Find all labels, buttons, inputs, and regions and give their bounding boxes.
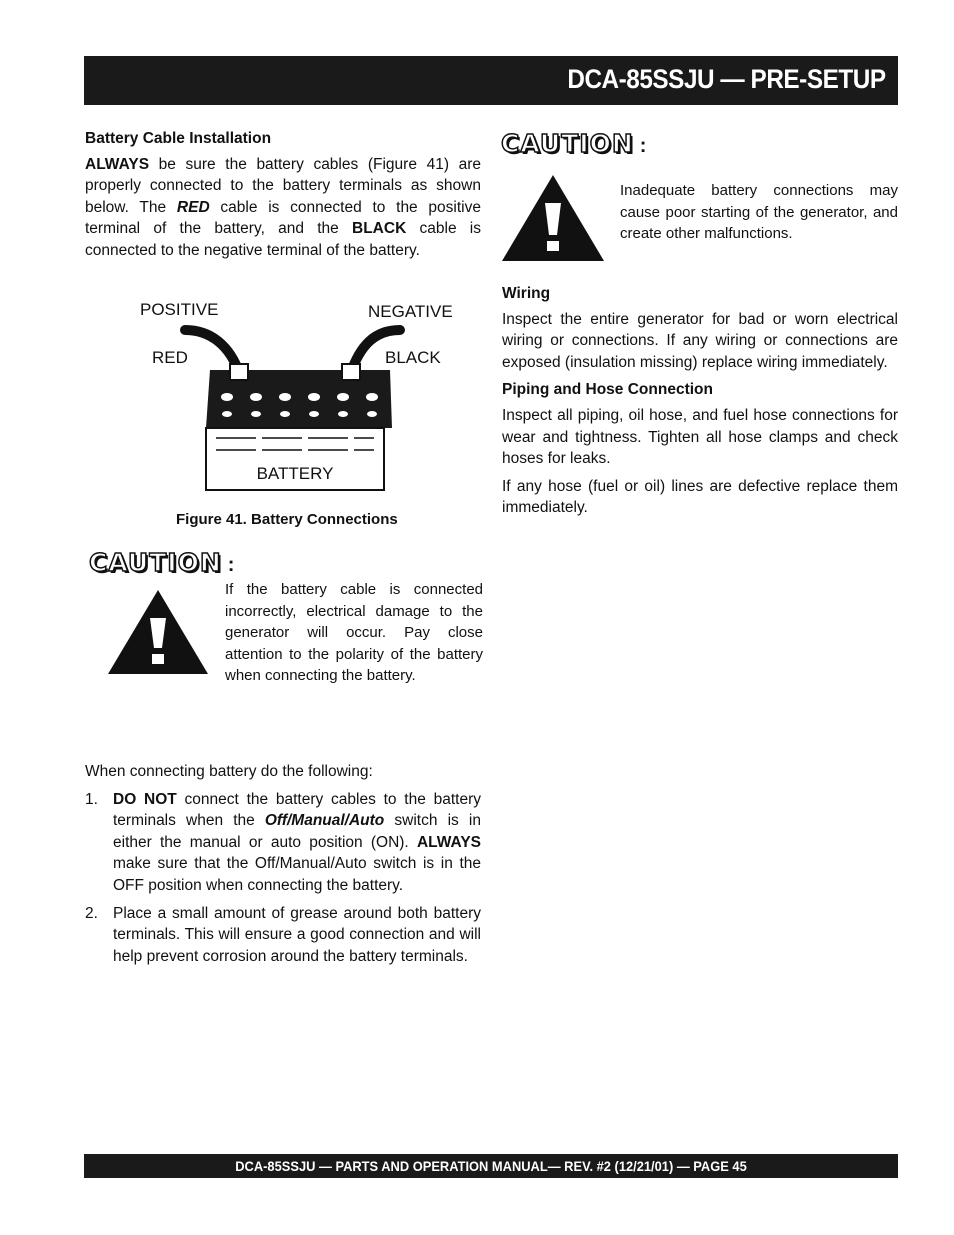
right-caution-text: Inadequate battery connections may cause poor starting of the generator, and create other malfunctions. — [620, 182, 898, 243]
page-footer-text: DCA-85SSJU — PARTS AND OPERATION MANUAL— REV. #2 (12/21/01) — PAGE 45 — [235, 1158, 747, 1174]
black-emphasis: BLACK — [352, 220, 407, 238]
left-caution-text: If the battery cable is connected incorrectly, electrical damage to the generator will occur. Pay close attention to the polarity of the battery when connecting the battery. — [225, 581, 483, 685]
right-caution-heading: CAUTION : — [501, 129, 647, 158]
positive-terminal — [230, 364, 248, 380]
piping-text: Inspect all piping, oil hose, and fuel hose connections for wear and tightness. Tighten all hose clamps and check hoses for leaks. — [502, 406, 898, 468]
negative-terminal — [342, 364, 360, 380]
figure-label-battery: BATTERY — [256, 464, 334, 483]
figure-label-black: BLACK — [385, 348, 441, 367]
page-footer-bar — [84, 1154, 898, 1178]
caution-label: CAUTION — [89, 548, 222, 577]
figure-caption: Figure 41. Battery Connections — [176, 511, 398, 528]
page-header-bar — [84, 56, 898, 105]
right-caution-text-block — [620, 180, 898, 245]
left-caution-heading: CAUTION : — [89, 548, 235, 577]
wiring-text: Inspect the entire generator for bad or worn electrical wiring or connections. If any wiring or connections are exposed (insulation missing) replace wiring immediately. — [502, 310, 898, 371]
wiring-heading: Wiring — [502, 285, 551, 302]
wiring-piping-section — [502, 283, 898, 519]
battery-cable-paragraph: ALWAYS be sure the battery cables (Figure 41) are properly connected to the battery terminals as shown below. The RED cable is connected to the positive terminal of the battery, and the BLACK cable is connected to the negative terminal of the battery. — [85, 155, 481, 259]
figure-label-red: RED — [152, 348, 188, 367]
battery-cable-heading: Battery Cable Installation — [85, 130, 272, 147]
battery-connections-figure — [130, 290, 470, 500]
figure-label-negative: NEGATIVE — [368, 302, 453, 321]
connection-steps — [85, 761, 481, 967]
red-emphasis: RED — [176, 198, 210, 216]
piping-heading: Piping and Hose Connection — [502, 381, 713, 399]
figure-label-positive: POSITIVE — [140, 300, 219, 319]
warning-icon — [106, 588, 210, 676]
hose-replace-text: If any hose (fuel or oil) lines are defective replace them immediately. — [502, 477, 898, 517]
warning-icon — [500, 173, 606, 263]
caution-label: CAUTION — [501, 129, 634, 158]
always-emphasis: ALWAYS — [85, 155, 150, 173]
battery-cable-section — [85, 128, 481, 262]
steps-intro: When connecting battery do the following: — [85, 763, 373, 780]
left-caution-text-block — [225, 579, 483, 687]
page-title: DCA-85SSJU — PRE-SETUP — [567, 64, 886, 94]
list-item: 1. DO NOT connect the battery cables to the battery terminals when the Off/Manual/Auto switch is in either the manual or auto position (ON). ALWAYS make sure that the Off/Manual/Auto switch is in the OFF position when connecting the battery. — [85, 790, 482, 894]
list-item: 2. Place a small amount of grease around both battery terminals. This will ensure a good connection and will help prevent corrosion around the battery terminals. — [85, 904, 481, 965]
